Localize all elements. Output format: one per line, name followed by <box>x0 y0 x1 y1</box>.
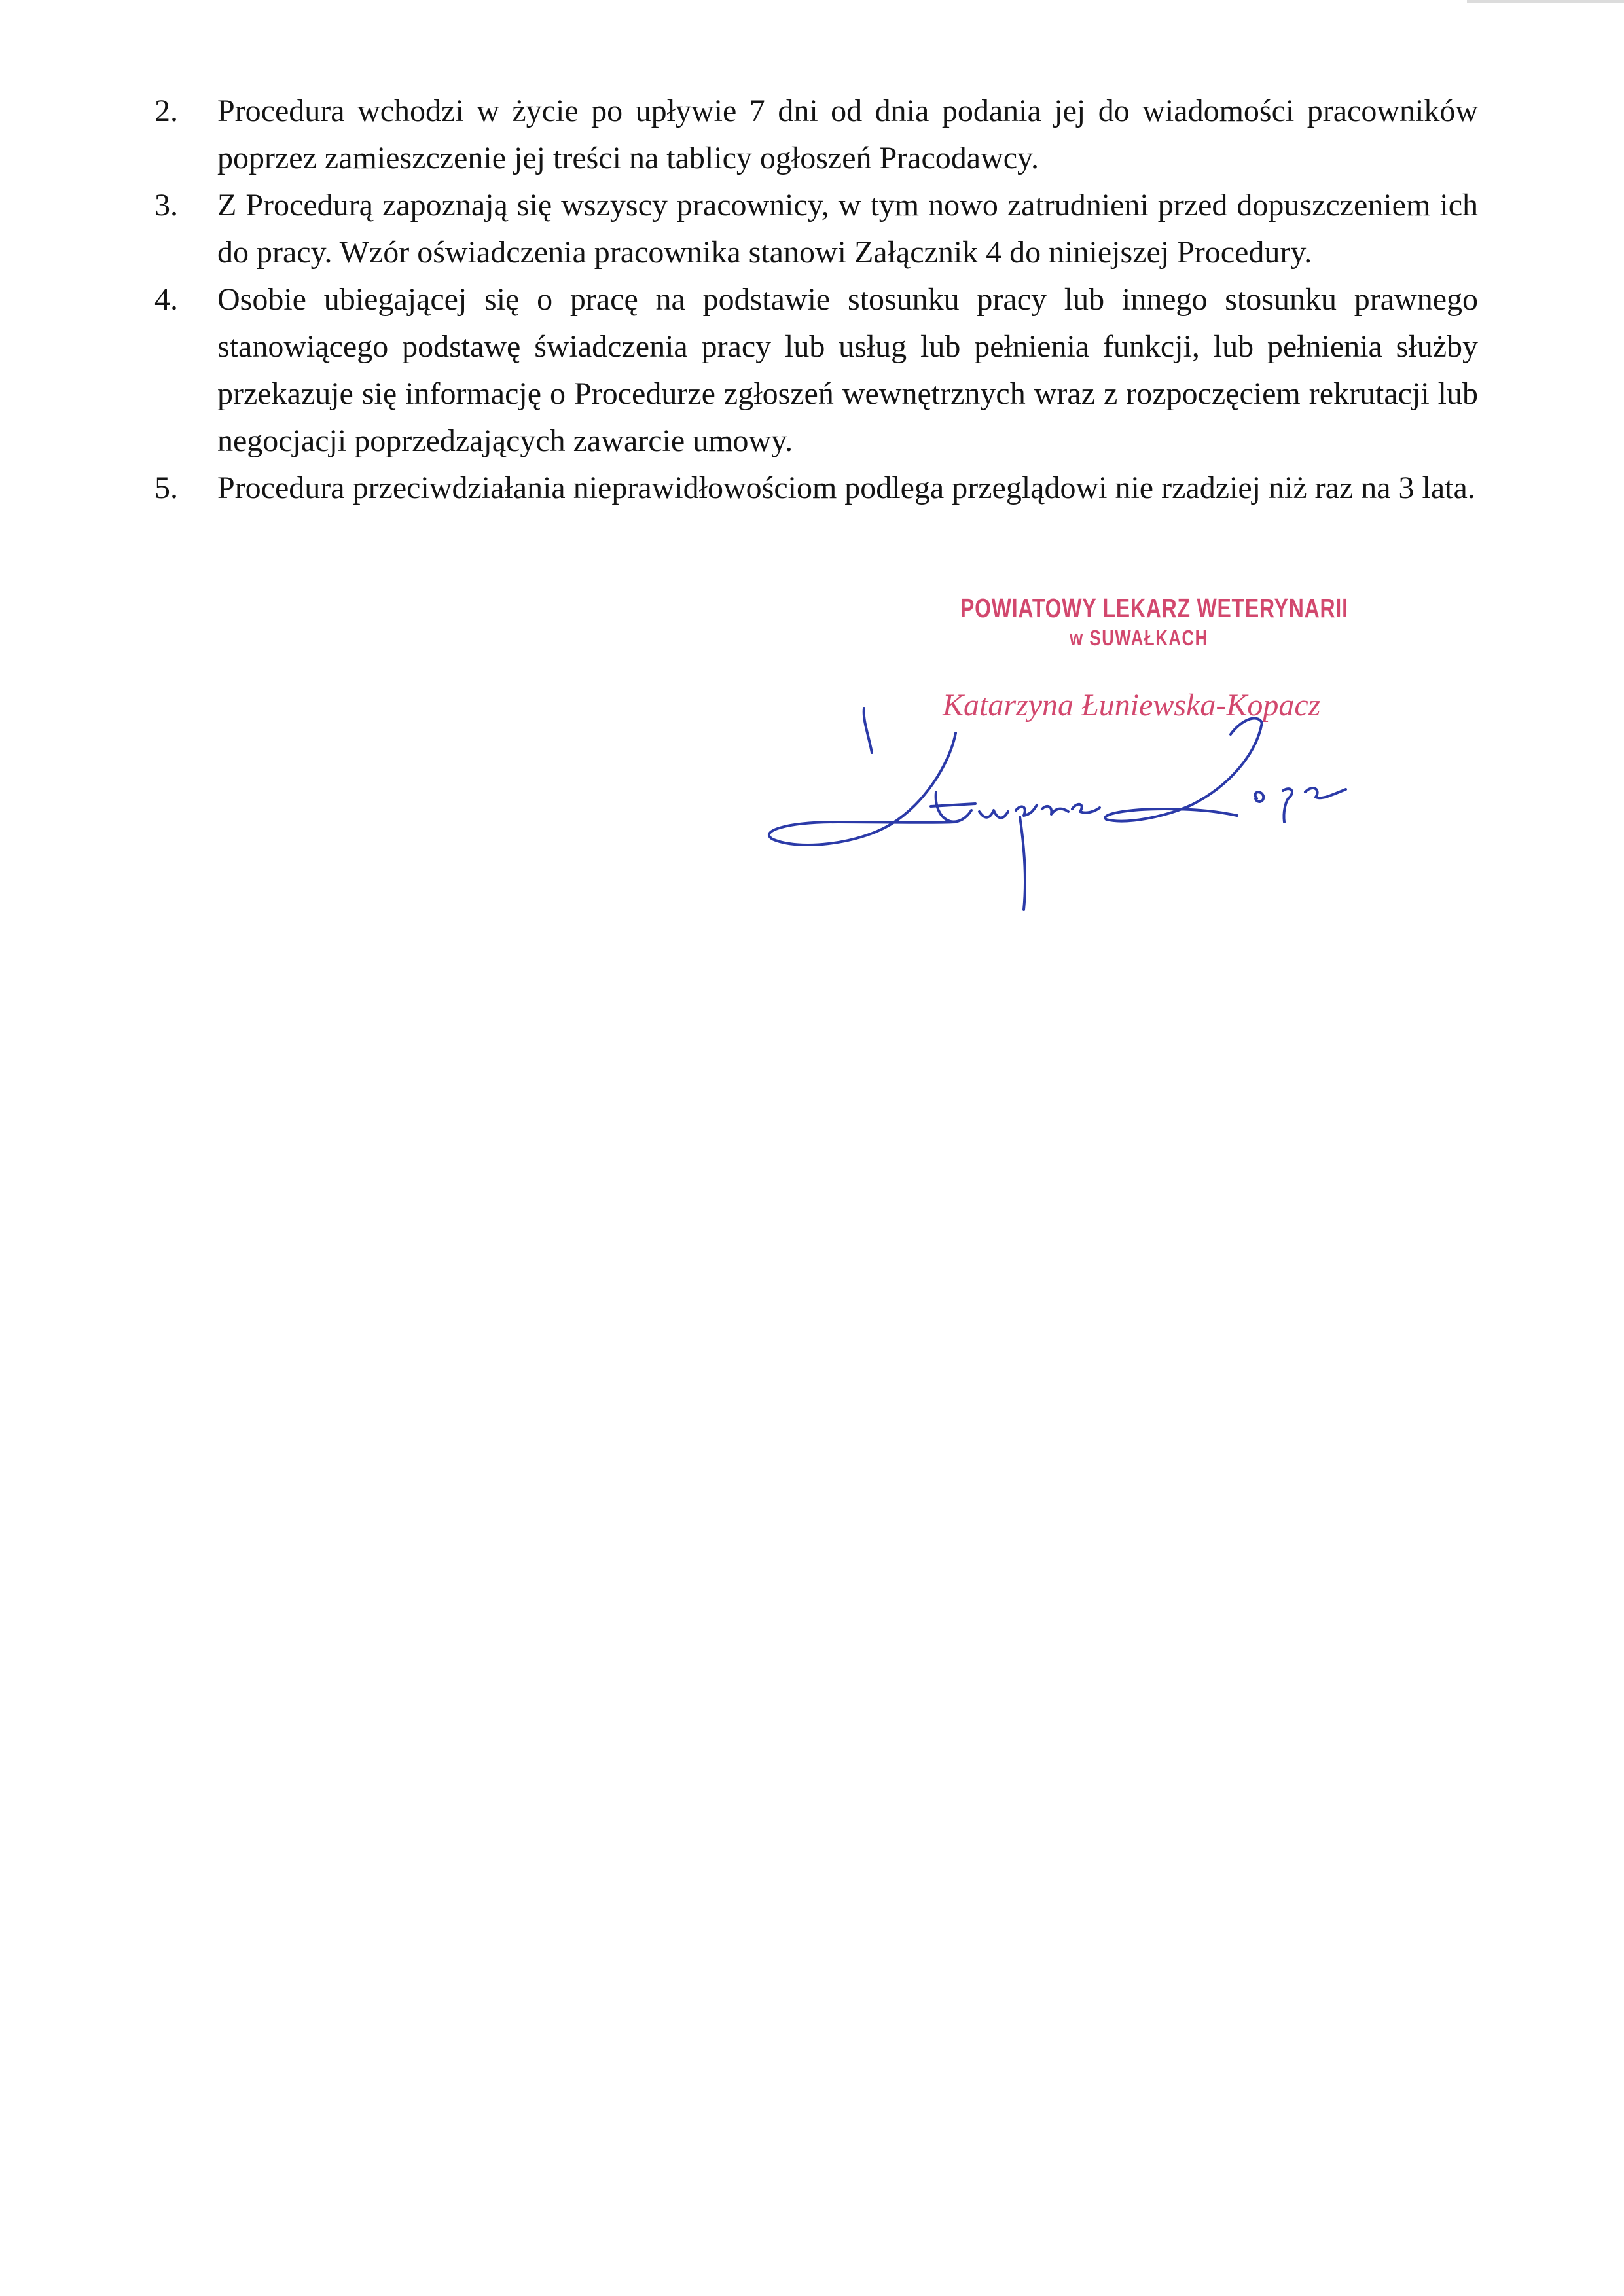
item-text: Osobie ubiegającej się o pracę na podstawie stosunku pracy lub innego stosunku prawnego stanowiącego podstawę świadczenia pracy lub usług lub pełnienia funkcji, lub pełnienia służby przekazuje się informację o Procedurze zgłoszeń wewnętrznych wraz z rozpoczęciem rekrutacji lub negocjacji poprzedzających zawarcie umowy. <box>217 282 1478 458</box>
item-number: 3. <box>154 188 178 223</box>
signature-stroke <box>1105 719 1262 821</box>
item-number: 4. <box>154 282 178 317</box>
signature-stroke <box>1283 789 1292 822</box>
signature-stroke <box>1255 792 1264 802</box>
signature-stroke <box>1072 804 1100 813</box>
signature-stroke <box>1016 805 1037 816</box>
item-number: 5. <box>154 471 178 505</box>
procedure-item-list <box>154 88 1478 512</box>
item-text: Procedura przeciwdziałania nieprawidłowościom podlega przeglądowi nie rzadziej niż raz na 3 lata. <box>217 471 1475 505</box>
list-item <box>154 182 1478 276</box>
official-stamp <box>960 592 1348 652</box>
signature-stroke <box>1020 817 1025 910</box>
signature-stroke <box>769 733 956 845</box>
stamp-name: Katarzyna Łuniewska-Kopacz <box>943 688 1321 723</box>
signature-stroke <box>1042 806 1068 814</box>
signature-stroke <box>864 708 872 753</box>
signature-stroke <box>1305 788 1346 798</box>
handwritten-signature <box>759 694 1362 916</box>
stamp-location: w SUWAŁKACH <box>1070 626 1208 650</box>
list-item <box>154 276 1478 465</box>
item-number: 2. <box>154 94 178 128</box>
item-text: Procedura wchodzi w życie po upływie 7 dni od dnia podania jej do wiadomości pracowników poprzez zamieszczenie jej treści na tablicy ogłoszeń Pracodawcy. <box>217 94 1478 175</box>
stamp-title: POWIATOWY LEKARZ WETERYNARII <box>960 593 1348 623</box>
signature-stroke <box>979 810 1008 818</box>
list-item <box>154 465 1478 512</box>
scan-edge <box>1467 0 1624 3</box>
item-text: Z Procedurą zapoznają się wszyscy pracownicy, w tym nowo zatrudnieni przed dopuszczeniem ich do pracy. Wzór oświadczenia pracownika stanowi Załącznik 4 do niniejszej Procedury. <box>217 188 1478 270</box>
list-item <box>154 88 1478 182</box>
